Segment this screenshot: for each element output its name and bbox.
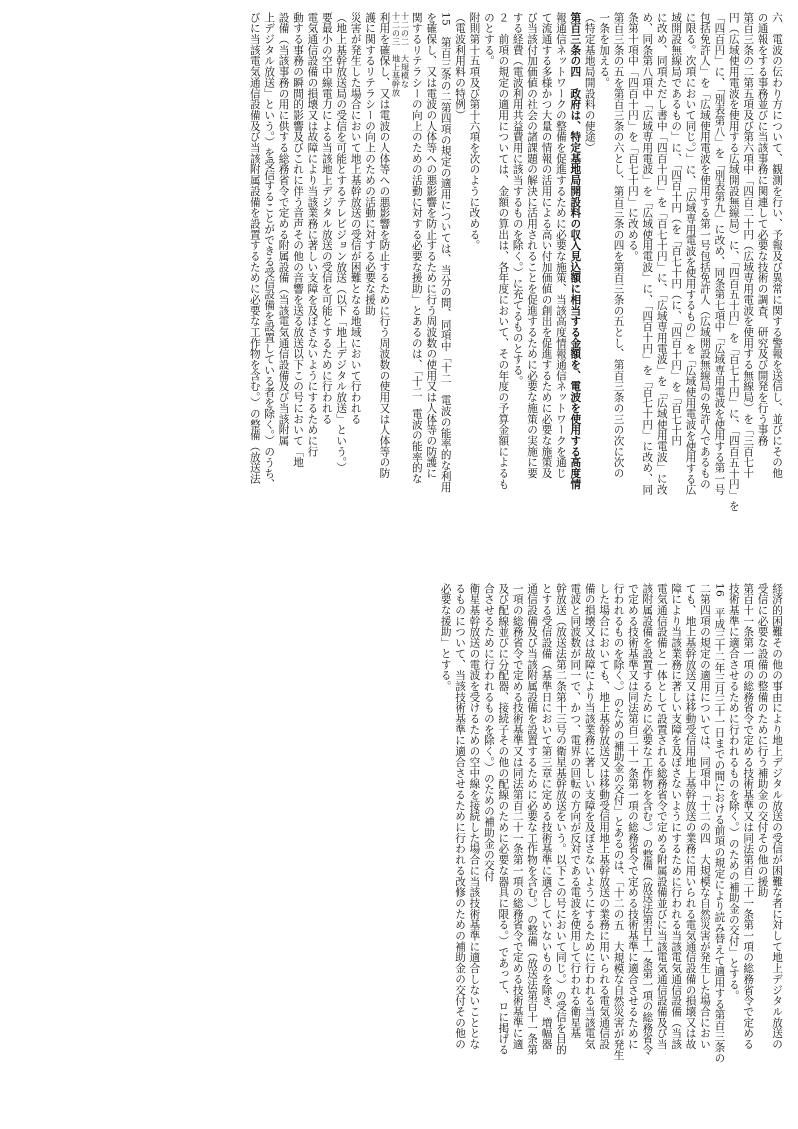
- text-line: 技術基準に適合させるために行われるものを除く。）のための補助金の交付」とする。: [727, 583, 740, 1001]
- text-line: 災害が発生した場合において地上基幹放送の受信が困難となる地域において行われる: [349, 12, 362, 425]
- text-line: 障により当該業務に著しい支障を及ぼさないようにするために行われる当該電気通信設備（当該: [670, 583, 683, 1050]
- text-line: 経済的困難その他の事由により地上デジタル放送の受信が困難な者に対して地上デジタル放送の: [771, 583, 783, 1050]
- text-line: 電気通信設備と一体として設置される総務省令で定める附属設備並びに当該電気通信設備及び当: [655, 583, 668, 1050]
- text-line: 包括免許人」を「広域使用電波を使用する第一号包括免許人（広域開設無線局の免許人であるもの: [698, 12, 711, 490]
- text-line: 第百十一条第一項の総務省令で定める技術基準又は同法第百二十一条第一項の総務省令で定める: [742, 583, 755, 1050]
- text-line: ても、地上基幹放送又は移動受信用地上基幹放送の業務に用いられる電気通信設備の損壊又は故: [684, 583, 697, 1050]
- text-line: 及び配線並びに分配器、接続子その他の配線のために必要な器具に限る。）であって、ロに掲げる: [497, 583, 510, 1056]
- text-line: 合させるために行われるものを除く。）のための補助金の交付: [482, 583, 495, 882]
- text-line: び当該付加価値の社会の諸課題の解決に活用されることを促進するために必要な施策の実施に要: [526, 12, 539, 479]
- text-line: びに当該電気通信設備及び当該附属設備を設置するために必要な工作物を含む。）の整備（放送法: [248, 12, 261, 485]
- inline-note: 十二の二 大規模な: [400, 12, 411, 89]
- paragraph-15: 15 第百三条の二第四項の規定の適用については、当分の間、同項中「十二 電波の能率的な利用: [439, 12, 452, 493]
- text-line: （地上基幹放送局の受信を可能とするテレビジョン放送（以下「地上デジタル放送」という。）: [335, 12, 348, 474]
- text-line: 衛星基幹放送の電波を受けるための空中線を接続した場合に当該技術基準に適合しないこととな: [468, 583, 481, 1050]
- text-line: 「四百円」に、「別表第八」を「別表第九」に改め、同条第七項中「広域専用電波を使用する第一号: [713, 12, 726, 495]
- text-line: 設備（当該事務の用に供する総務省令で定める附属設備（当該電気通信設備及び当該附属: [277, 12, 290, 446]
- text-line: るものについて、当該技術基準に適合させるために行われる改修のための補助金の交付その他の: [454, 583, 467, 1050]
- section-caption: （電波利用料の特例）: [454, 12, 467, 121]
- text-line: 電波と同波数が同一で、かつ、電界の回転の方向が反対である電波を使用して行われる衛星基: [569, 583, 582, 1039]
- text-line: 通信設備及び当該附属設備を設置するために必要な工作物を含む。）の整備（放送法第百十一条第: [526, 583, 539, 1056]
- text-line: 一項の総務省令で定める技術基準又は同法第百二十一条第一項の総務省令で定める技術基準に適: [511, 583, 524, 1050]
- article-heading: 第百三条の四 政府は、特定基地局開設料の収入見込額に相当する金額を、電波を使用する高度情: [569, 12, 582, 490]
- text-line: 備の損壊又は故障により当該業務に著しい支障を及ぼさないようにするために行われる当該電気: [583, 583, 596, 1050]
- text-line: め、同条第八項中「広域専用電波」を「広域使用電波」に、「四百十円」を「百七十円」に改め、同: [641, 12, 654, 495]
- text-line: する経費（電波利用共益費用に該当するものを除く。）に充てるものとする。: [511, 12, 524, 387]
- text-line: 必要な援助」とする。: [439, 583, 452, 692]
- text-line: て流通する多様かつ大量の情報の活用による高い付加価値の創出を促進するために必要な施策及: [540, 12, 553, 479]
- text-line: 条第十項中「四百十円」を「百七十円」に改める。: [626, 12, 639, 262]
- text-line: 六 電波の伝わり方について、観測を行い、予報及び異常に関する警報を送信し、並びにその他: [771, 12, 783, 479]
- text-line: を確保し、又は電波の人体等への悪影響を防止するために行う周波数の使用又は人体等の防護に: [425, 12, 438, 479]
- text-line: 行われるものを除く。）のための補助金の交付」とあるのは、「十二の五 大規模な自然災害が発生: [612, 583, 625, 1061]
- paragraph-2: ２ 前項の規定の適用については、金額の算出は、各年度において、その年度の予算金額によるも: [497, 12, 510, 490]
- text-line: の通報をする事務並びに当該事務に関連して必要な技術の調査、研究及び開発を行う事務: [756, 12, 769, 446]
- text-line: 附則第十五項及び第十六項を次のように改める。: [468, 12, 481, 251]
- text-line: 動する事務の瞬間的影響及びこれに伴う音声その他の音響を送る放送以下この号において「地: [292, 12, 304, 468]
- text-line: 第百三条の二第五項及び第六項中「四百二十円（広域専用電波を使用する無線局）を「三百七十: [742, 12, 755, 479]
- text-line: 円（広域使用電波を使用する広域開設無線局）に、「四百五十円」を「百七十円」に、「四百五十円」を: [727, 12, 740, 512]
- text-line: 電気通信設備の損壊又は故障により当該業務に著しい支障を及ぼさないようにするために行: [306, 12, 319, 457]
- section-caption: （特定基地局開設料の使途）: [583, 12, 596, 154]
- text-line: 上デジタル放送」という。）を受信することができる受信設備を設置している者を除く。）のうち、: [263, 12, 276, 490]
- text-line: で定める技術基準又は同法第百二十一条第一項の総務省令で定める技術基準に適合させるために: [626, 583, 639, 1050]
- text-line: 該附属設備を設置するために必要な工作物を含む。）の整備（放送法第百十一条第一項の総務省令: [641, 583, 654, 1056]
- text-line: 報通信ネットワークの整備を促進するために必要な施策、当該高度情報通信ネットワークを通じ: [554, 12, 567, 479]
- text-line: 要最小の空中線電力による当該地上デジタル放送の受信を可能とするために行われる: [320, 12, 333, 425]
- inline-note: 十二の三 地上基幹放: [391, 12, 402, 97]
- lower-text-block: [14, 583, 784, 1116]
- text-line: 一条を加える。: [598, 12, 611, 88]
- text-line: 受信に必要な設備の整備のために行う補助金の交付その他の援助: [756, 583, 769, 898]
- text-line: 護に関するリテラシーの向上のための活動に対する必要な援助: [364, 12, 377, 316]
- text-line: 幹放送（放送法第二条第十三号の衛星基幹放送をいう。以下この号において同じ。）の受信を目的: [554, 583, 567, 1056]
- text-line: のとする。: [482, 12, 495, 67]
- text-line: に限る。次項において同じ。）」に、「広域専用電波を使用するもの」を「広域使用電波を使用する広: [684, 12, 697, 496]
- text-line: 関するリテラシーの向上のための活動に対する必要な援助」とあるのは、「十二 電波の能率的な: [410, 12, 423, 485]
- text-line: 二第四項の規定の適用については、同項中「十二の四 大規模な自然災害が発生した場合におい: [698, 583, 711, 1050]
- text-line: 域開設無線局であるもの」に、「四百十円（を「百七十円（に、「四百十円」を「百七十円: [670, 12, 683, 447]
- paragraph-16: 16 平成三十二年三月三十一日までの間における前項の規定により読み替えて適用する第百三条の: [713, 583, 726, 1064]
- text-line: 第百三条の五を第百三条の六とし、第百三条の四を第百三条の五とし、第百三条の三の次に次の: [612, 12, 625, 479]
- upper-text-block: [14, 12, 784, 580]
- text-line: した場合においても、地上基幹放送又は移動受信用地上基幹放送の業務に用いられる電気通信設: [598, 583, 611, 1050]
- text-line: 利用を確保し、又は電波の人体等への悪影響を防止するために行う周波数の使用又は人体等の防: [378, 12, 391, 479]
- text-line: に改め、同項ただし書中「四百十円」を「百七十円」に、「広域専用電波」を「広域使用電波」に改: [655, 12, 668, 495]
- text-line: とする受信設備（基準日において第三章に定める技術基準に適合していないものを除き、増幅器: [540, 583, 553, 1050]
